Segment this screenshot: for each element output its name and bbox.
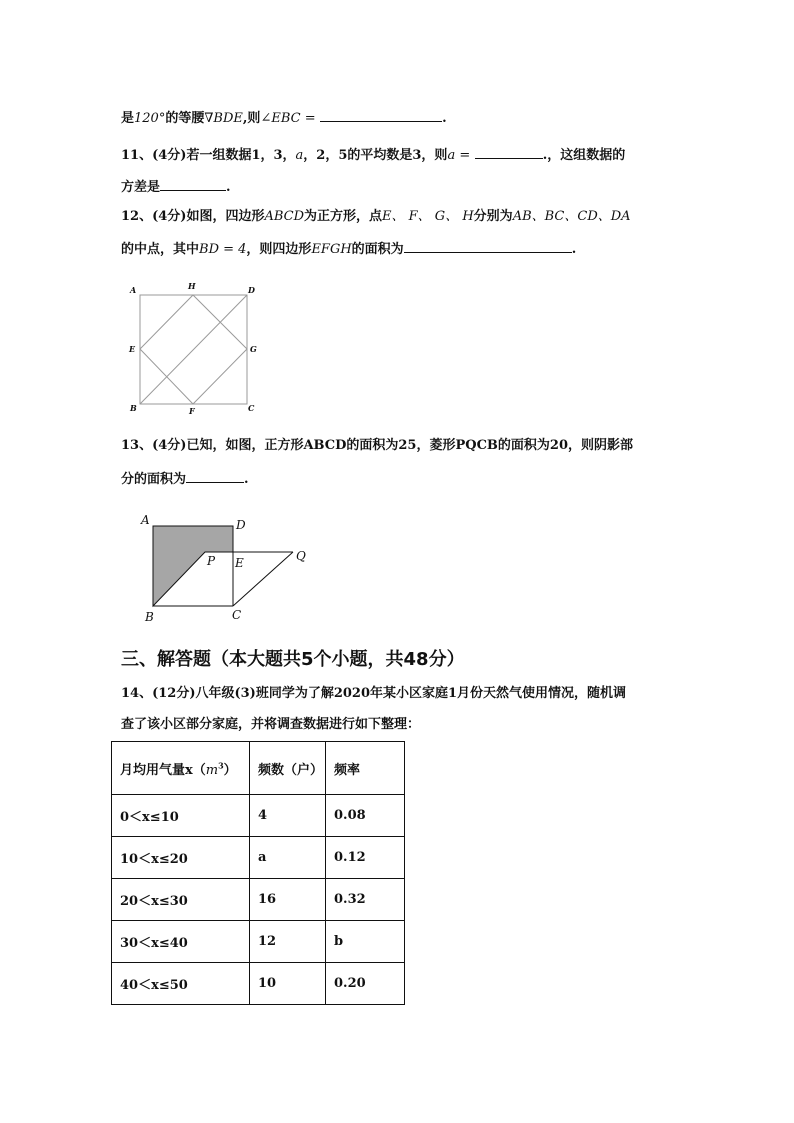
label-g: G	[250, 344, 257, 354]
header-usage: 月均用气量$x(m^3)$	[112, 742, 250, 795]
cell-frequency: b	[326, 921, 405, 963]
q11-line2: 方差是 .	[121, 177, 231, 197]
q13-line2: 分的面积为 .	[121, 469, 249, 489]
table-row	[112, 963, 405, 1005]
label-f: F	[189, 406, 195, 416]
cell-count: a	[250, 837, 326, 879]
header-count: 频数（户）	[250, 742, 326, 795]
table-header-row	[112, 742, 405, 795]
table-row	[112, 879, 405, 921]
cell-range: 10＜x≤20	[112, 837, 250, 879]
cell-range: 0＜x≤10	[112, 795, 250, 837]
cell-count: 12	[250, 921, 326, 963]
frequency-table	[111, 741, 405, 1005]
label-q: Q	[296, 549, 306, 563]
answer-blank-q11b	[160, 177, 226, 191]
q13-line1: 13、(4分)已知，如图，正方形ABCD的面积为25，菱形PQCB的面积为20，则阴影部	[121, 438, 633, 453]
q14-line2: 查了该小区部分家庭，并将调查数据进行如下整理：	[121, 717, 421, 732]
label-e: E	[235, 556, 244, 570]
cell-range: 40＜x≤50	[112, 963, 250, 1005]
answer-blank-q10	[320, 108, 442, 122]
label-e: E	[129, 344, 136, 354]
answer-blank-q12	[404, 239, 572, 253]
q12-line2: 的中点，其中BD = 4，则四边形EFGH的面积为 .	[121, 239, 576, 259]
table-row	[112, 837, 405, 879]
label-b: B	[145, 610, 154, 624]
section-three-heading: 三、解答题（本大题共5个小题，共48分）	[121, 649, 465, 670]
cell-count: 16	[250, 879, 326, 921]
q14-line1: 14、(12分)八年级(3)班同学为了解2020年某小区家庭1月份天然气使用情况，随机调	[121, 686, 627, 701]
answer-blank-q13	[186, 469, 244, 483]
label-d: D	[236, 518, 246, 532]
cell-frequency: 0.08	[326, 795, 405, 837]
table-row	[112, 795, 405, 837]
answer-blank-q11a	[475, 145, 543, 159]
diagonal-bd	[140, 295, 247, 404]
header-frequency: 频率	[326, 742, 405, 795]
label-c: C	[232, 608, 242, 622]
cell-frequency: 0.12	[326, 837, 405, 879]
label-h: H	[188, 281, 196, 291]
label-a: A	[141, 513, 150, 527]
label-p: P	[207, 554, 216, 568]
cell-frequency: 0.20	[326, 963, 405, 1005]
q11-line1: 11、(4分)若一组数据1，3，a，2，5的平均数是3，则a = .，这组数据的	[121, 145, 625, 165]
q12-square-figure	[120, 278, 270, 418]
label-c: C	[248, 403, 255, 413]
cell-range: 30＜x≤40	[112, 921, 250, 963]
q13-figure	[135, 510, 320, 628]
q12-line1: 12、(4分)如图，四边形ABCD为正方形，点E、 F、 G、 H分别为AB、BC、CD、DA	[121, 209, 631, 224]
q10-tail-line: 是120°的等腰∇BDE,则∠EBC = .	[121, 108, 447, 128]
label-d: D	[248, 285, 255, 295]
cell-count: 10	[250, 963, 326, 1005]
table-row	[112, 921, 405, 963]
label-b: B	[130, 403, 137, 413]
cell-range: 20＜x≤30	[112, 879, 250, 921]
shaded-region	[153, 526, 233, 606]
cell-count: 4	[250, 795, 326, 837]
cell-frequency: 0.32	[326, 879, 405, 921]
label-a: A	[130, 285, 137, 295]
